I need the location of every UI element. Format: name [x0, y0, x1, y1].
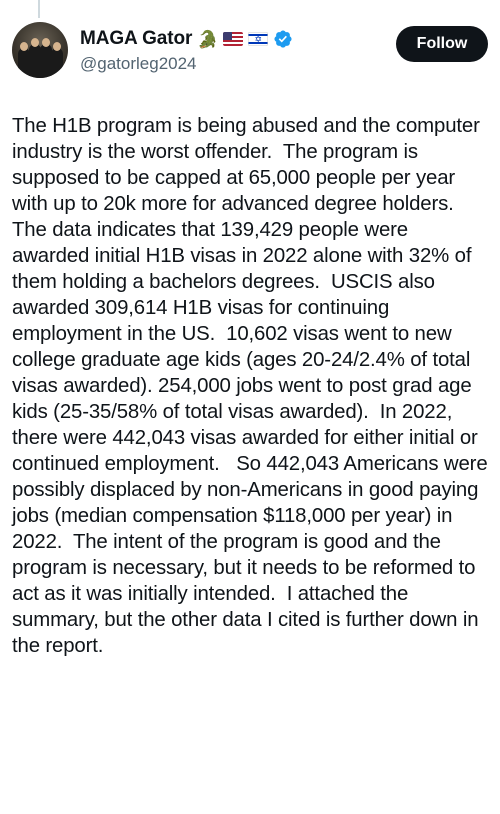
crocodile-icon: 🐊: [197, 29, 219, 49]
thread-connector-line: [38, 0, 40, 18]
israel-flag-icon: [248, 32, 268, 46]
avatar[interactable]: [12, 22, 68, 78]
display-name[interactable]: MAGA Gator: [80, 28, 193, 49]
author-name-row: [80, 26, 293, 52]
author-info: [80, 26, 293, 74]
author-handle[interactable]: @gatorleg2024: [80, 54, 197, 73]
us-flag-icon: [223, 32, 243, 46]
verified-badge-icon[interactable]: [273, 29, 293, 49]
follow-button[interactable]: Follow: [396, 26, 488, 62]
tweet-text: The H1B program is being abused and the computer industry is the worst offender. The program is supposed to be capped at 65,000 people per year with up to 20k more for advanced degree holders. The data indicates that 139,429 people were awarded initial H1B visas in 2022 alone with 32% of them holding a bachelors degrees. USCIS also awarded 309,614 H1B visas for continuing employment in the US. 10,602 visas went to new college graduate age kids (ages 20-24/2.4% of total visas awarded). 254,000 jobs went to post grad age kids (25-35/58% of total visas awarded). In 2022, there were 442,043 visas awarded for either initial or continued employment. So 442,043 Americans were possibly displaced by non-Americans in good paying jobs (median compensation $118,000 per year) in 2022. The intent of the program is good and the program is necessary, but it needs to be reformed to act as it was initially intended. I attached the summary, but the other data I cited is further down in the report.: [12, 115, 494, 657]
tweet-header: [12, 22, 488, 82]
